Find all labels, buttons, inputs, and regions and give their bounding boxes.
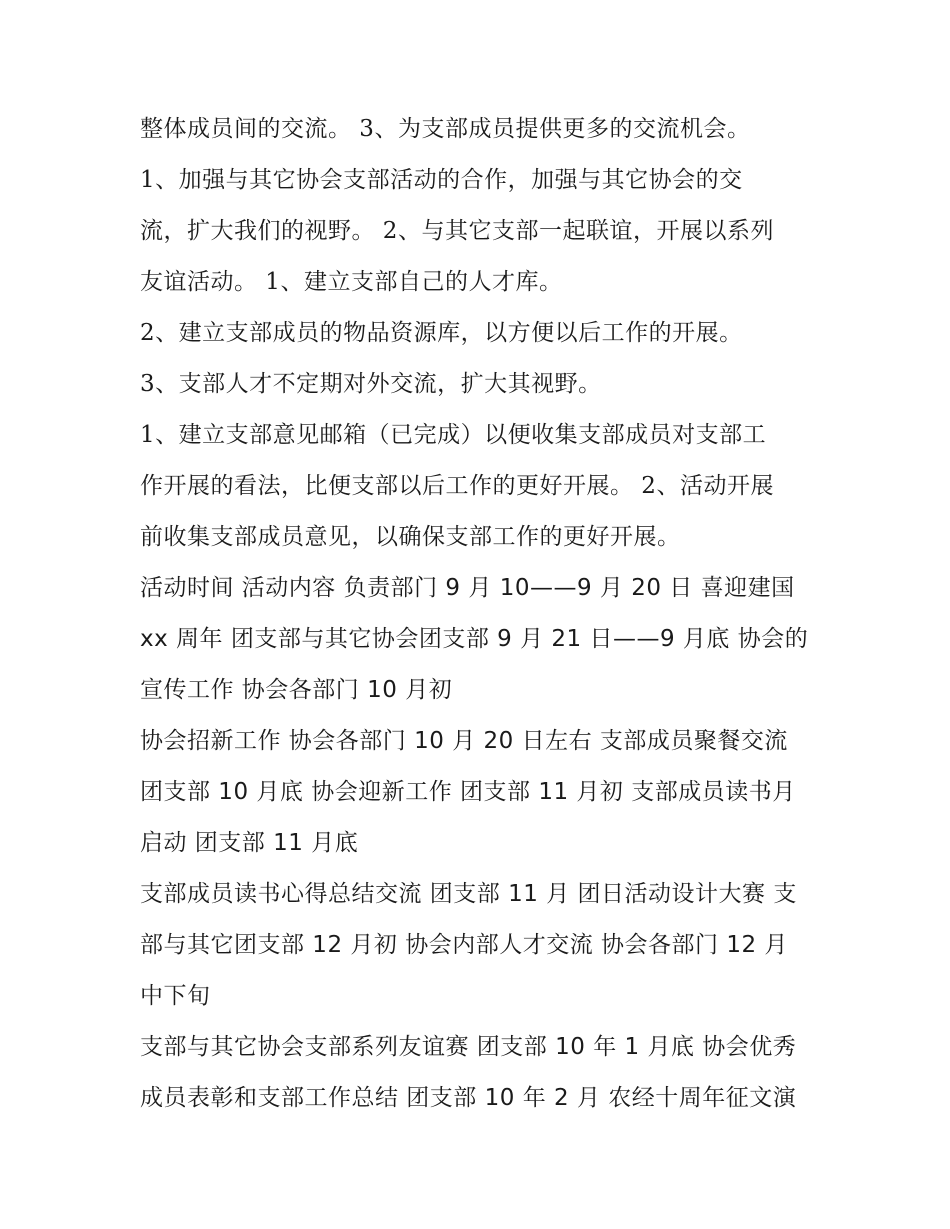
text-line <box>140 828 358 858</box>
text-line <box>140 930 788 960</box>
text-segment: 2、与其它支部一起联谊，开展以系列 <box>375 218 774 244</box>
text-segment: 部与其它团支部 <box>140 932 305 958</box>
text-line <box>140 318 743 348</box>
text-line <box>140 981 211 1011</box>
text-segment: 1、建立支部意见邮箱（已完成）以便收集支部成员对支部工 <box>140 422 767 448</box>
text-segment: 1、加强与其它协会支部活动的合作，加强与其它协会的交 <box>140 167 743 193</box>
text-line <box>140 726 788 756</box>
text-line <box>140 777 796 807</box>
text-segment: 10 年 2 月 农经十周年征文演 <box>476 1085 797 1111</box>
text-line <box>140 1083 796 1113</box>
text-line <box>140 675 452 705</box>
text-segment: 支部与其它协会支部系列友谊赛 团支部 <box>140 1034 548 1060</box>
text-line <box>140 879 797 909</box>
text-line <box>140 624 808 654</box>
text-line <box>140 522 681 552</box>
text-line <box>140 1032 796 1062</box>
text-line <box>140 573 795 603</box>
text-segment: 1、建立支部自己的人才库。 <box>257 269 563 295</box>
text-segment: 10 年 1 月底 协会优秀 <box>547 1034 797 1060</box>
text-segment: 作开展的看法，比便支部以后工作的更好开展。 2、活动开展 <box>140 473 774 499</box>
text-segment: 10 月底 协会迎新工作 团支部 11 月初 支部成员读书月 <box>210 779 796 805</box>
text-segment: 3、支部人才不定期对外交流，扩大其视野。 <box>140 371 602 397</box>
text-line <box>140 267 562 297</box>
text-segment: 支部成员读书心得总结交流 团支部 <box>140 881 501 907</box>
text-line <box>140 114 750 144</box>
text-segment: 友谊活动。 <box>140 269 258 295</box>
text-line <box>140 369 602 399</box>
text-line <box>140 471 774 501</box>
text-segment: 团支部 <box>140 779 211 805</box>
text-segment: 2、建立支部成员的物品资源库，以方便以后工作的开展。 <box>140 320 743 346</box>
text-segment: 流，扩大我们的视野。 <box>140 218 375 244</box>
text-segment: 12 月初 协会内部人才交流 协会各部门 12 月 <box>304 932 788 958</box>
text-segment: 活动时间 活动内容 负责部门 9 月 10——9 月 20 日 喜迎建国 <box>140 575 795 601</box>
text-segment: xx 周年 团支部与其它协会团支部 9 月 21 日——9 月底 协会的 <box>140 626 809 652</box>
text-segment: 宣传工作 协会各部门 10 月初 <box>140 677 453 703</box>
text-segment: 启动 团支部 11 月底 <box>140 830 359 856</box>
text-line <box>140 216 774 246</box>
text-segment: 成员表彰和支部工作总结 团支部 <box>140 1085 477 1111</box>
text-segment: 前收集支部成员意见，以确保支部工作的更好开展。 <box>140 524 681 550</box>
text-line <box>140 165 743 195</box>
text-line <box>140 420 766 450</box>
text-segment: 11 月 团日活动设计大赛 支 <box>500 881 797 907</box>
text-segment: 协会招新工作 协会各部门 10 月 20 日左右 支部成员聚餐交流 <box>140 728 788 754</box>
text-segment: 整体成员间的交流。 3、为支部成员提供更多的交流机会。 <box>140 116 751 142</box>
text-segment: 中下旬 <box>140 983 211 1009</box>
